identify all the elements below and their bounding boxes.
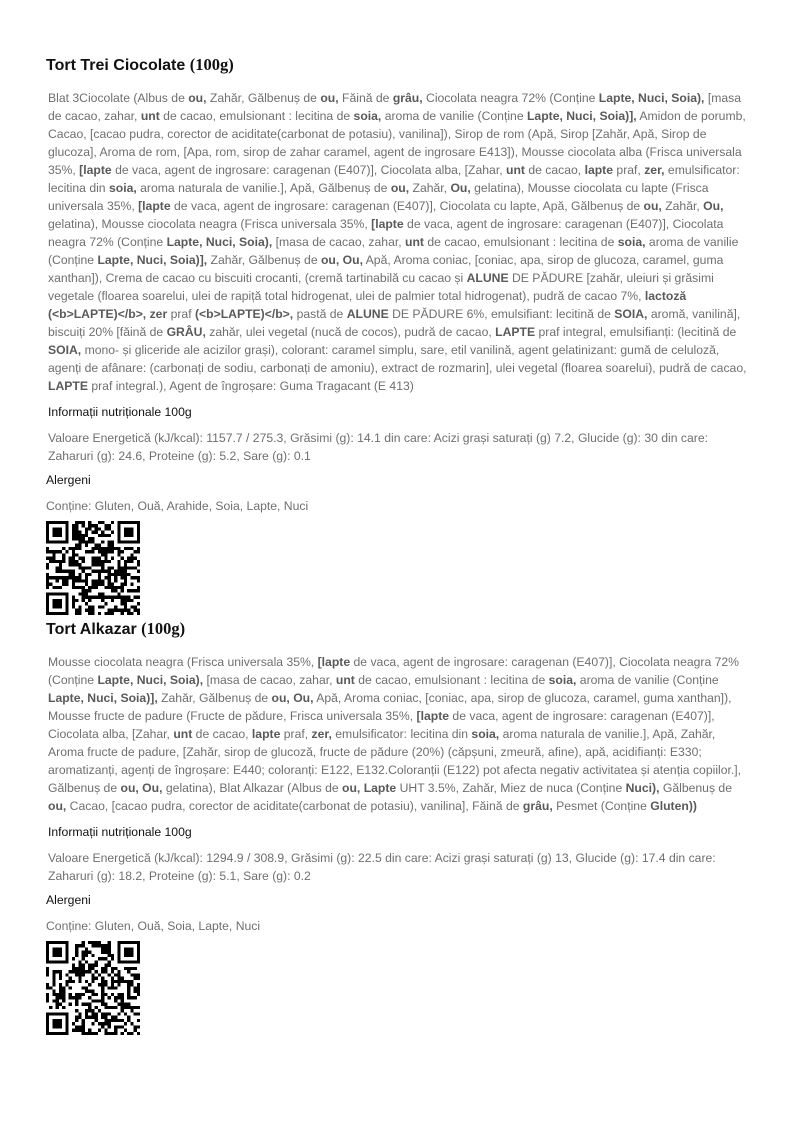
product-title: Tort Trei Ciocolate (100g): [46, 55, 234, 74]
product-card: [46, 55, 748, 615]
nutrition-heading: Informații nutriționale 100g: [48, 825, 192, 839]
product-card: [46, 619, 748, 1035]
allergens-text: Conține: Gluten, Ouă, Soia, Lapte, Nuci: [46, 919, 261, 933]
allergens-heading: Alergeni: [46, 893, 91, 907]
ingredients-text: Mousse ciocolata neagra (Frisca universala 35%, [lapte de vaca, agent de ingrosare: caragenan (E407)], Ciocolata neagra 72% (Conține Lapte, Nuci, Soia), [masa de cacao, zahar, unt de cacao, emulsionant : lecitina de soia, aroma de vanilie (Conține Lapte, Nuci, Soia)], Zahăr, Gălbenuș de ou, Ou, Apă, Aroma coniac, [coniac, apa, sirop de glucoza, caramel, guma xanthan]), Mousse fructe de padure (Fructe de pădure, Frisca universala 35%, [lapte de vaca, agent de ingrosare: caragenan (E407)], Ciocolata alba, [Zahar, unt de cacao, lapte praf, zer, emulsificator: lecitina din soia, aroma naturala de vanilie.], Apă, Zahăr, Aroma fructe de padure, [Zahăr, sirop de glucoză, fructe de pădure (20%) (căpșuni, zmeură, afine), apă, acidifianți: E330; aromatizanți, agenți de îngroșare: E440; coloranți: E122, E132.Coloranții (E122) pot afecta negativ activitatea și atenția copiilor.], Gălbenuș de ou, Ou, gelatina), Blat Alkazar (Albus de ou, Lapte UHT 3.5%, Zahăr, Miez de nuca (Conține Nuci), Gălbenuș de ou, Cacao, [cacao pudra, corector de aciditate(carbonat de potasiu), vanilina], Făină de grâu, Pesmet (Conține Gluten)): [48, 655, 742, 813]
allergens-text: Conține: Gluten, Ouă, Arahide, Soia, Lapte, Nuci: [46, 499, 309, 513]
nutrition-text: Valoare Energetică (kJ/kcal): 1294.9 / 308.9, Grăsimi (g): 22.5 din care: Acizi grași saturați (g) 13, Glucide (g): 17.4 din care: Zaharuri (g): 18.2, Proteine (g): 5.1, Sare (g): 0.2: [48, 851, 716, 883]
ingredients-text: Blat 3Ciocolate (Albus de ou, Zahăr, Gălbenuș de ou, Făină de grâu, Ciocolata neagra 72% (Conține Lapte, Nuci, Soia), [masa de cacao, zahar, unt de cacao, emulsionant : lecitina de soia, aroma de vanilie (Conține Lapte, Nuci, Soia)], Amidon de porumb, Cacao, [cacao pudra, corector de aciditate(carbonat de potasiu), vanilina]), Sirop de rom (Apă, Sirop [Zahăr, Apă, Sirop de glucoza], Aroma de rom, [Apa, rom, sirop de zahar caramel, agent de ingrosare E413]), Mousse ciocolata alba (Frisca universala 35%, [lapte de vaca, agent de ingrosare: caragenan (E407)], Ciocolata alba, [Zahar, unt de cacao, lapte praf, zer, emulsificator: lecitina din soia, aroma naturala de vanilie.], Apă, Gălbenuș de ou, Zahăr, Ou, gelatina), Mousse ciocolata cu lapte (Frisca universala 35%, [lapte de vaca, agent de ingrosare: caragenan (E407)], Ciocolata cu lapte, Apă, Gălbenuș de ou, Zahăr, Ou, gelatina), Mousse ciocolata neagra (Frisca universala 35%, [lapte de vaca, agent de ingrosare: caragenan (E407)], Ciocolata neagra 72% (Conține Lapte, Nuci, Soia), [masa de cacao, zahar, unt de cacao, emulsionant : lecitina de soia, aroma de vanilie (Conține Lapte, Nuci, Soia)], Zahăr, Gălbenuș de ou, Ou, Apă, Aroma coniac, [coniac, apa, sirop de glucoza, caramel, guma xanthan]), Crema de cacao cu biscuiti crocanti, (cremă tartinabilă cu cacao și ALUNE DE PĂDURE [zahăr, uleiuri și grăsimi vegetale (floarea soarelui, ulei de rapiță total hidrogenat, ulei de palmier total hidrogenat), pudră de cacao 7%, lactoză (<b>LAPTE)</b>, zer praf (<b>LAPTE)</b>, pastă de ALUNE DE PĂDURE 6%, emulsifiant: lecitină de SOIA, aromă, vanilină], biscuiți 20% [făină de GRÂU, zahăr, ulei vegetal (nucă de cocos), pudră de cacao, LAPTE praf integral, emulsifianți: (lecitină de SOIA, mono- și gliceride ale acizilor grași), colorant: caramel simplu, sare, etil vanilină, agent gelatinizant: gumă de celuloză, agenți de afânare: (carbonați de sodiu, carbonați de amoniu), extract de rozmarin], ulei vegetal (floarea soarelui), pudră de cacao, LAPTE praf integral.), Agent de îngroșare: Guma Tragacant (E 413): [48, 91, 747, 393]
product-unit: (100g): [189, 55, 234, 74]
product-title: Tort Alkazar (100g): [46, 619, 186, 638]
nutrition-heading: Informații nutriționale 100g: [48, 405, 192, 419]
product-unit: (100g): [141, 619, 186, 638]
allergens-heading: Alergeni: [46, 473, 91, 487]
qr-code[interactable]: [46, 941, 140, 1035]
nutrition-text: Valoare Energetică (kJ/kcal): 1157.7 / 275.3, Grăsimi (g): 14.1 din care: Acizi grași saturați (g) 7.2, Glucide (g): 30 din care: Zaharuri (g): 24.6, Proteine (g): 5.2, Sare (g): 0.1: [48, 431, 709, 463]
qr-code[interactable]: [46, 521, 140, 615]
